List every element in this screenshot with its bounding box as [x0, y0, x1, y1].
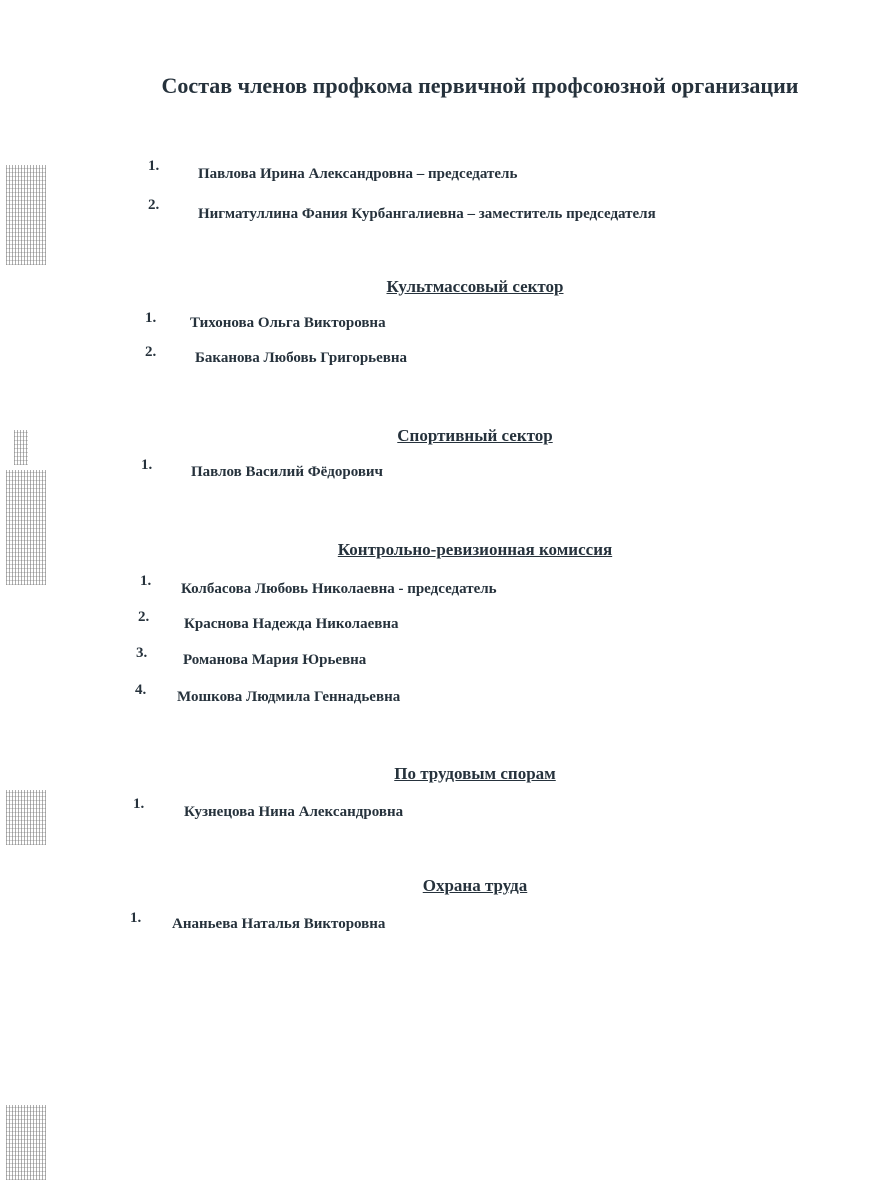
item-number: 1.	[133, 796, 145, 812]
scan-artifact	[6, 470, 46, 585]
item-text: Нигматуллина Фания Курбангалиевна – заместитель председателя	[198, 206, 656, 222]
section-title: Контрольно-ревизионная комиссия	[337, 540, 613, 559]
item-number: 2.	[138, 609, 150, 625]
scan-artifact	[6, 165, 46, 265]
item-text: Колбасова Любовь Николаевна - председатель	[181, 581, 497, 597]
item-number: 4.	[135, 682, 147, 698]
document-title: Состав членов профкома первичной профсоюзной организации	[161, 73, 799, 98]
section-title: Спортивный сектор	[397, 426, 553, 445]
item-number: 1.	[130, 910, 142, 926]
item-text: Кузнецова Нина Александровна	[184, 804, 404, 820]
item-text: Тихонова Ольга Викторовна	[190, 315, 386, 331]
item-text: Мошкова Людмила Геннадьевна	[177, 689, 401, 705]
item-text: Павлова Ирина Александровна – председатель	[198, 166, 518, 182]
item-number: 3.	[136, 645, 148, 661]
item-number: 2.	[145, 344, 157, 360]
item-number: 1.	[148, 158, 160, 174]
item-number: 1.	[145, 310, 157, 326]
item-number: 2.	[148, 197, 160, 213]
item-text: Павлов Василий Фёдорович	[191, 464, 384, 480]
section-title: Охрана труда	[422, 876, 528, 895]
scan-artifact	[6, 1105, 46, 1180]
scan-artifact	[6, 790, 46, 845]
item-text: Краснова Надежда Николаевна	[184, 616, 399, 632]
section-title: Культмассовый сектор	[386, 277, 564, 296]
item-text: Ананьева Наталья Викторовна	[172, 916, 386, 932]
item-number: 1.	[140, 573, 152, 589]
item-text: Баканова Любовь Григорьевна	[195, 350, 407, 366]
item-number: 1.	[141, 457, 153, 473]
section-title: По трудовым спорам	[394, 764, 556, 783]
item-text: Романова Мария Юрьевна	[183, 652, 367, 668]
